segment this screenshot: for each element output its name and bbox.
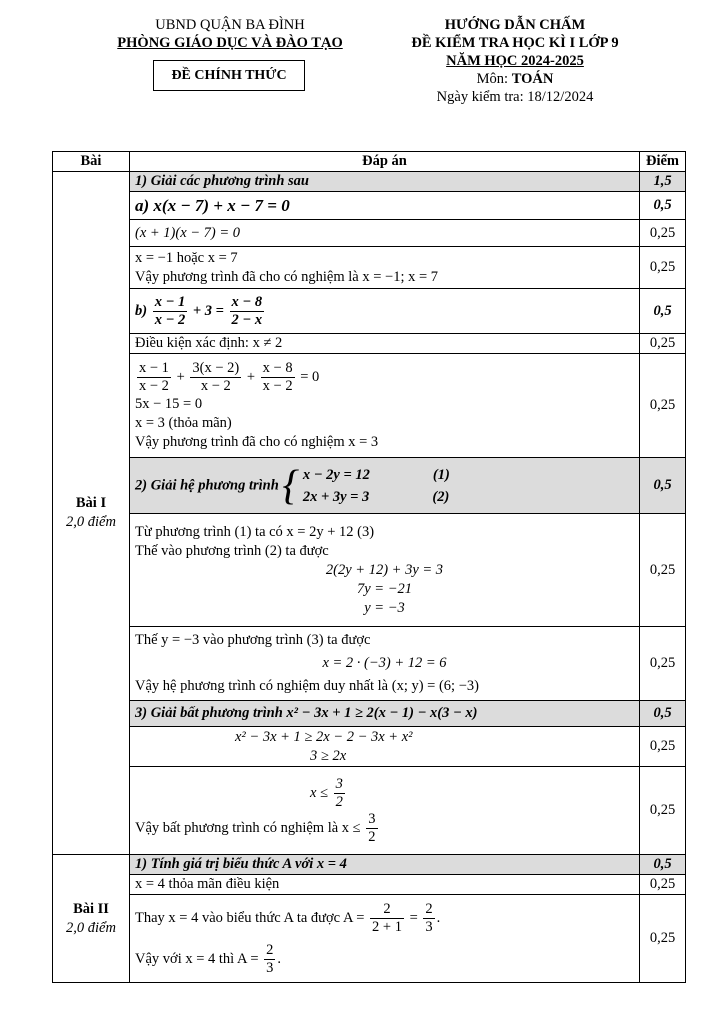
score: 0,25 xyxy=(640,220,686,247)
q2-label: 2) Giải hệ phương trình xyxy=(135,476,279,493)
answer-line: Thế y = −3 vào phương trình (3) ta được xyxy=(135,632,371,648)
title-block xyxy=(380,16,650,106)
system-eq-2: 2x + 3y = 3 xyxy=(302,488,370,505)
answer-line: y = −3 xyxy=(364,599,405,616)
doc-title-2: ĐỀ KIỂM TRA HỌC KÌ I LỚP 9 xyxy=(411,35,619,51)
answer-line: x = 3 (thỏa mãn) xyxy=(135,414,232,431)
operator: = xyxy=(409,909,418,926)
system-eq-1: x − 2y = 12 xyxy=(302,466,370,483)
score: 0,25 xyxy=(640,514,686,627)
conclusion-text: Vậy bất phương trình có nghiệm là x ≤ xyxy=(135,819,361,836)
answer-table xyxy=(52,151,686,983)
col-header-score: Điểm xyxy=(640,152,686,172)
col-header-answer: Đáp án xyxy=(130,152,640,172)
score: 0,25 xyxy=(640,875,686,895)
answer-line: Vậy hệ phương trình có nghiệm duy nhất là (x; y) = (6; −3) xyxy=(135,678,479,694)
numerator: 3 xyxy=(368,810,376,827)
fraction xyxy=(264,942,275,977)
score: 0,5 xyxy=(640,192,686,220)
score: 0,25 xyxy=(640,895,686,983)
answer-line xyxy=(135,901,634,942)
score: 0,5 xyxy=(640,289,686,334)
table-row xyxy=(53,247,686,289)
table-row xyxy=(53,220,686,247)
conclusion-text: Vậy với x = 4 thì A = xyxy=(135,950,259,967)
denominator: 2 xyxy=(368,828,376,845)
q3-title: 3) Giải bất phương trình x² − 3x + 1 ≥ 2(x − 1) − x(3 − x) xyxy=(130,701,640,727)
inequality-lhs: x ≤ xyxy=(310,784,329,801)
subject-line: Môn: TOÁN xyxy=(476,71,554,87)
numerator: 2 xyxy=(425,900,433,917)
table-row xyxy=(53,514,686,627)
denominator: x − 2 xyxy=(262,377,293,394)
numerator: x − 1 xyxy=(139,359,169,376)
score: 0,5 xyxy=(640,855,686,875)
answer-line: Thế vào phương trình (2) ta được xyxy=(135,542,329,559)
operator: = 0 xyxy=(300,368,320,385)
table-row xyxy=(53,172,686,192)
q1a-equation: a) x(x − 7) + x − 7 = 0 xyxy=(130,192,640,220)
answer-cell xyxy=(130,895,640,983)
fraction xyxy=(230,294,265,329)
table-row xyxy=(53,334,686,354)
answer-cell xyxy=(130,514,640,627)
answer-line: x = −1 hoặc x = 7 xyxy=(135,249,238,266)
denominator: 3 xyxy=(425,918,433,935)
fraction xyxy=(190,360,241,395)
answer-line: x = 2 · (−3) + 12 = 6 xyxy=(322,655,447,671)
score: 1,5 xyxy=(640,172,686,192)
answer-line: 2(2y + 12) + 3y = 3 xyxy=(325,561,444,578)
fraction xyxy=(370,901,404,936)
answer-line: x² − 3x + 1 ≥ 2x − 2 − 3x + x² xyxy=(235,728,413,745)
table-row xyxy=(53,895,686,983)
denominator: 3 xyxy=(266,959,274,976)
score: 0,25 xyxy=(640,727,686,767)
brace-symbol: { xyxy=(282,462,300,509)
fraction xyxy=(261,360,295,395)
subject-name: TOÁN xyxy=(511,71,554,87)
fraction xyxy=(153,294,188,329)
score: 0,25 xyxy=(640,627,686,701)
answer-line: 7y = −21 xyxy=(356,580,412,597)
table-row xyxy=(53,701,686,727)
score: 0,25 xyxy=(640,334,686,354)
score: 0,25 xyxy=(640,354,686,458)
denominator: x − 2 xyxy=(154,311,186,328)
fraction xyxy=(137,360,171,395)
denominator: 2 xyxy=(335,793,343,810)
answer-line: (x + 1)(x − 7) = 0 xyxy=(130,220,640,247)
answer-cell xyxy=(130,354,640,458)
denominator: 2 + 1 xyxy=(372,918,402,935)
bai-2-points: 2,0 điểm xyxy=(66,919,116,936)
q1b-equation xyxy=(130,289,640,334)
answer-line: 5x − 15 = 0 xyxy=(135,395,203,412)
table-row xyxy=(53,289,686,334)
doc-title-3: NĂM HỌC 2024-2025 xyxy=(446,53,584,69)
numerator: x − 8 xyxy=(231,293,263,310)
col-header-bai: Bài xyxy=(53,152,130,172)
answer-cell xyxy=(130,627,640,701)
issuer-block xyxy=(100,16,360,52)
answer-cell xyxy=(130,767,640,855)
period: . xyxy=(277,950,282,967)
answer-line: Từ phương trình (1) ta có x = 2y + 12 (3) xyxy=(135,523,375,540)
fraction xyxy=(423,901,434,936)
answer-line xyxy=(135,942,634,977)
numerator: x − 8 xyxy=(262,359,293,376)
score: 0,25 xyxy=(640,767,686,855)
answer-line: x = 4 thỏa mãn điều kiện xyxy=(130,875,640,895)
numerator: x − 1 xyxy=(154,293,186,310)
numerator: 2 xyxy=(266,941,274,958)
table-row xyxy=(53,192,686,220)
equation-system xyxy=(303,464,450,508)
denominator: 2 − x xyxy=(231,311,263,328)
numerator: 2 xyxy=(370,901,404,919)
eq-number: (2) xyxy=(432,488,450,505)
inequality-line xyxy=(135,776,634,811)
answer-line: Vậy phương trình đã cho có nghiệm x = 3 xyxy=(135,433,379,450)
q2-title xyxy=(130,458,640,514)
answer-line: 3 ≥ 2x xyxy=(310,747,347,764)
answer-cell xyxy=(130,727,640,767)
table-row xyxy=(53,458,686,514)
bai-1-cell xyxy=(53,172,130,855)
score: 0,25 xyxy=(640,247,686,289)
q1-title: 1) Giải các phương trình sau xyxy=(130,172,640,192)
numerator: 3(x − 2) xyxy=(192,359,240,376)
denominator: x − 2 xyxy=(139,377,169,394)
doc-title-1: HƯỚNG DẪN CHẤM xyxy=(444,17,586,33)
bai2-q1-title: 1) Tính giá trị biểu thức A với x = 4 xyxy=(130,855,640,875)
numerator: 3 xyxy=(335,775,343,792)
q1b-label: b) xyxy=(135,302,148,319)
answer-cell xyxy=(130,247,640,289)
period: . xyxy=(436,909,441,926)
official-stamp-box: ĐỀ CHÍNH THỨC xyxy=(153,60,305,91)
table-row xyxy=(53,855,686,875)
issuer-line-2: PHÒNG GIÁO DỤC VÀ ĐÀO TẠO xyxy=(117,35,343,51)
exam-date: Ngày kiểm tra: 18/12/2024 xyxy=(436,89,594,105)
table-header-row xyxy=(53,152,686,172)
bai-2-name: Bài II xyxy=(73,900,109,917)
operator: + 3 = xyxy=(192,302,224,319)
denominator: x − 2 xyxy=(200,377,231,394)
eq-number: (1) xyxy=(432,466,450,483)
substitution-text: Thay x = 4 vào biểu thức A ta được A = xyxy=(135,909,365,926)
answer-line xyxy=(135,811,634,846)
table-row xyxy=(53,727,686,767)
answer-line: Vậy phương trình đã cho có nghiệm là x = −1; x = 7 xyxy=(135,268,439,285)
bai-1-name: Bài I xyxy=(75,495,107,511)
table-row xyxy=(53,354,686,458)
issuer-line-1: UBND QUẬN BA ĐÌNH xyxy=(155,17,305,33)
table-row xyxy=(53,767,686,855)
score: 0,5 xyxy=(640,458,686,514)
fraction xyxy=(366,811,377,846)
table-row xyxy=(53,875,686,895)
bai-1-points: 2,0 điểm xyxy=(66,514,116,530)
answer-line: Điều kiện xác định: x ≠ 2 xyxy=(130,334,640,354)
fraction xyxy=(334,776,345,811)
bai-2-cell xyxy=(53,855,130,983)
score: 0,5 xyxy=(640,701,686,727)
fraction-equation: $\frac{x - 1}{x - 2}$ + $\frac{3(x - 2)}{x - 2}$ + $\frac{x - 8}{x - 2}$ = 0 xyxy=(139,359,320,394)
table-row xyxy=(53,627,686,701)
